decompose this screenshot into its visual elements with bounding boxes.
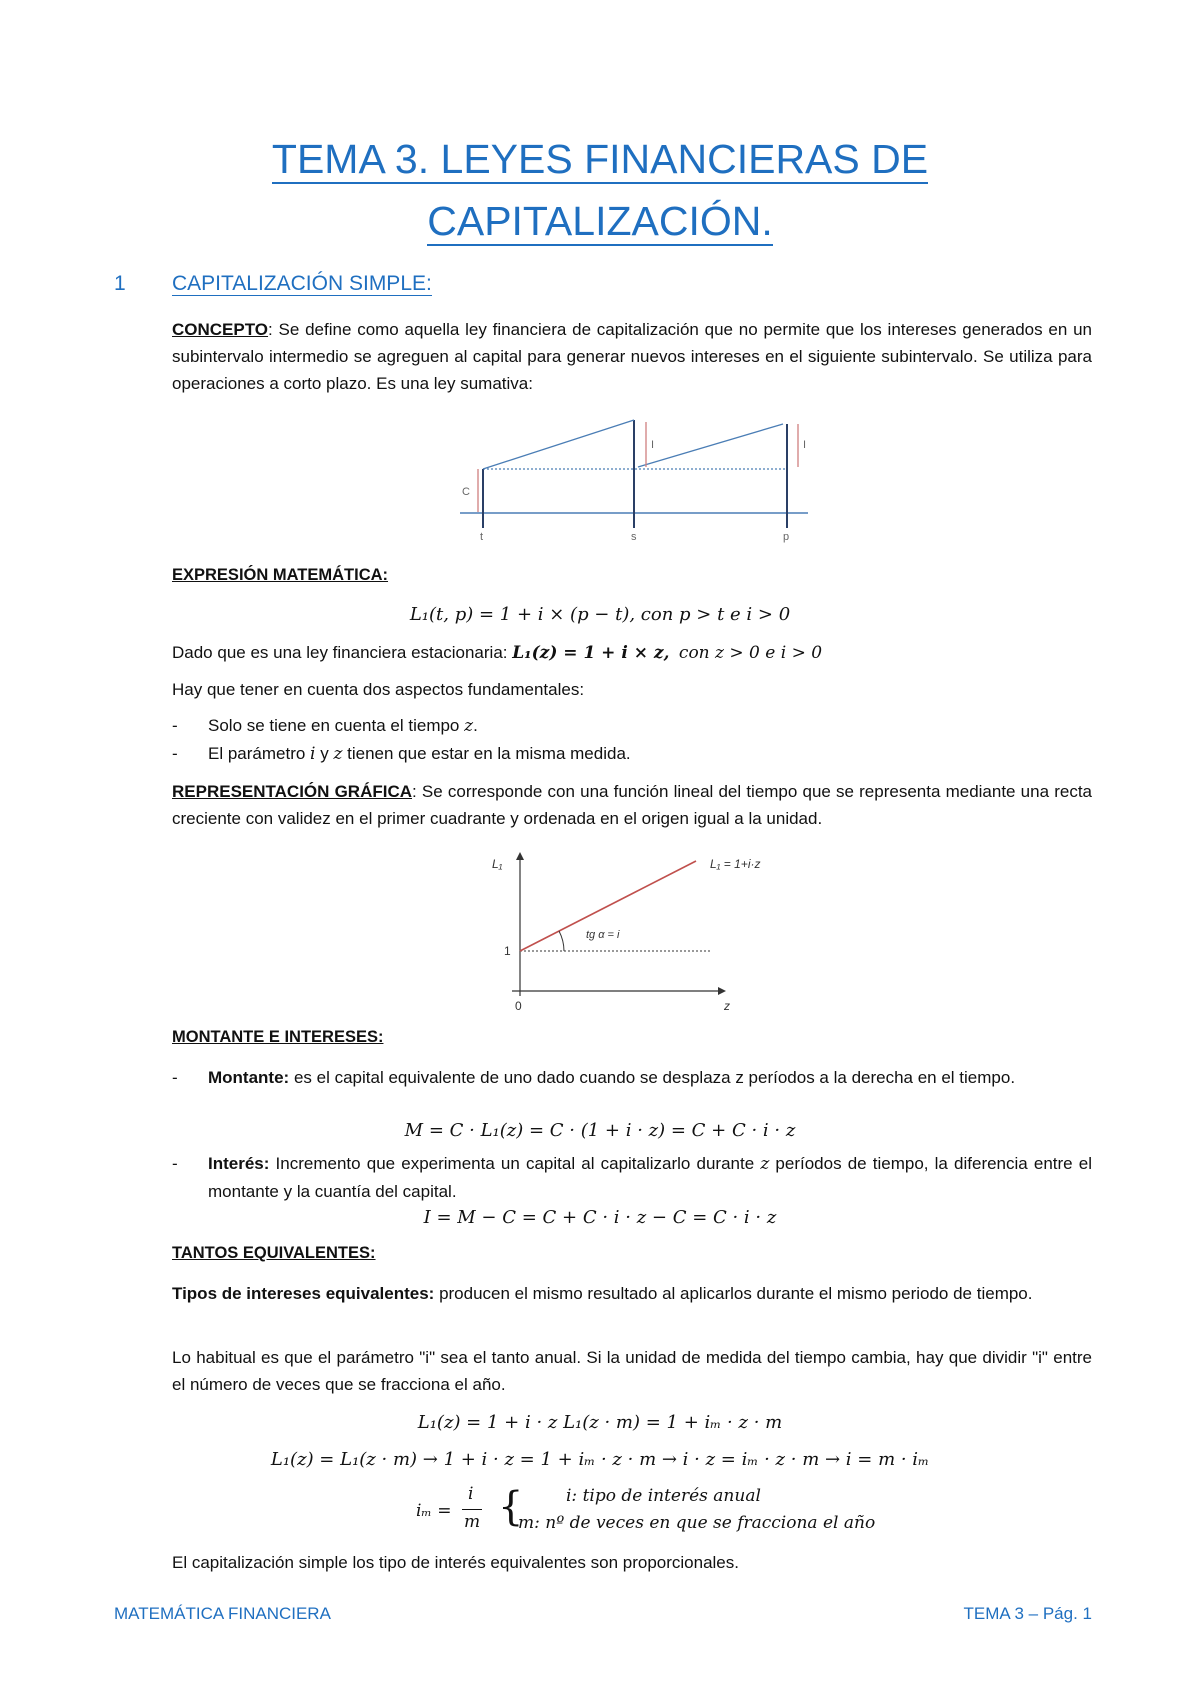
aspectos-intro: Hay que tener en cuenta dos aspectos fundamentales: xyxy=(172,680,585,699)
proporcional-lhs: iₘ = xyxy=(416,1501,452,1521)
interes-label: Interés: xyxy=(208,1154,270,1173)
interes-text-a: Incremento que experimenta un capital al capitalizarlo durante xyxy=(269,1154,761,1173)
tipos-paragraph xyxy=(172,1280,1092,1307)
fraction-denominator: m xyxy=(464,1512,481,1532)
line-label: L₁ = 1+i·z xyxy=(710,857,761,871)
title-line-2: CAPITALIZACIÓN. xyxy=(427,199,773,246)
aspecto2-text-a: El parámetro xyxy=(208,744,311,763)
concepto-label: CONCEPTO xyxy=(172,320,269,339)
tipos-label: Tipos de intereses equivalentes: xyxy=(172,1284,435,1303)
z-label: z xyxy=(724,999,730,1013)
representacion-label: REPRESENTACIÓN GRÁFICA xyxy=(172,782,413,801)
habitual-paragraph: Lo habitual es que el parámetro "i" sea el tanto anual. Si la unidad de medida del tiempo cambia, hay que dividir "i" entre el número de veces que se fracciona el año. xyxy=(172,1348,1092,1394)
footer-left: MATEMÁTICA FINANCIERA xyxy=(114,1604,331,1623)
x-axis-arrow xyxy=(718,987,726,995)
case-1: i: tipo de interés anual xyxy=(566,1486,761,1506)
capitalization-diagram xyxy=(450,412,820,547)
aspecto1-text: Solo se tiene en cuenta el tiempo xyxy=(208,716,465,735)
interes-item: - Interés: Incremento que experimenta un capital al capitalizarlo durante z períodos de tiempo, la diferencia entre el montante y la cuantía del capital. xyxy=(172,1154,1092,1201)
expresion-heading: EXPRESIÓN MATEMÁTICA: xyxy=(172,566,389,584)
interest-ramp-1 xyxy=(483,420,634,469)
capital-label: C xyxy=(462,486,470,498)
formula-equivalencia-2: L₁(z) = L₁(z · m) → 1 + i · z = 1 + iₘ · z · m → i · z = iₘ · z · m → i = m · iₘ xyxy=(270,1449,930,1470)
interest-ramp-2 xyxy=(638,424,783,467)
section-heading xyxy=(114,272,432,296)
fraction-numerator: i xyxy=(468,1484,474,1504)
interes-text-b: períodos de tiempo, la diferencia entre el montante y la cuantía del capital. xyxy=(208,1154,1092,1201)
document-title xyxy=(0,128,1200,252)
linear-function-graph xyxy=(480,848,800,1016)
t-label: t xyxy=(480,531,484,543)
tantos-heading: TANTOS EQUIVALENTES: xyxy=(172,1244,376,1262)
montante-item: - Montante: es el capital equivalente de uno dado cuando se desplaza z períodos a la derecha en el tiempo. xyxy=(172,1068,1016,1087)
estacionaria-line xyxy=(172,639,1092,667)
tipos-text: producen el mismo resultado al aplicarlos durante el mismo periodo de tiempo. xyxy=(434,1284,1033,1303)
concepto-text: : Se define como aquella ley financiera de capitalización que no permite que los intereses generados en un subintervalo intermedio se agreguen al capital para generar nuevos intereses en el siguiente subintervalo. Se utiliza para operaciones a corto plazo. Es una ley sumativa: xyxy=(172,320,1092,393)
representacion-paragraph xyxy=(172,778,1092,832)
angle-label: tg α = i xyxy=(586,929,620,941)
fraction-bar xyxy=(462,1509,482,1510)
estacionaria-suffix: con z > 0 e i > 0 xyxy=(678,643,823,663)
estacionaria-formula: L₁(z) = 1 + i × z, xyxy=(512,643,670,663)
aspecto1-end: . xyxy=(473,716,478,735)
title-line-1: TEMA 3. LEYES FINANCIERAS DE xyxy=(272,137,928,184)
aspecto2-var-i: i xyxy=(310,744,316,764)
aspecto2-text-b: tienen que estar en la misma medida. xyxy=(342,744,631,763)
aspecto2-var-z: z xyxy=(333,744,343,764)
angle-arc xyxy=(559,931,564,951)
s-label: s xyxy=(631,531,637,543)
interes-var: z xyxy=(760,1154,770,1174)
zero-label: 0 xyxy=(515,999,522,1013)
interest-label-2: I xyxy=(803,439,807,451)
case-2: m: nº de veces en que se fracciona el año xyxy=(518,1513,876,1533)
montante-label: Montante: xyxy=(208,1068,290,1087)
section-label: CAPITALIZACIÓN SIMPLE: xyxy=(172,272,432,295)
estacionaria-prefix: Dado que es una ley financiera estacionaria: xyxy=(172,643,513,662)
case-brace: { xyxy=(498,1484,524,1530)
formula-proporcional xyxy=(416,1484,896,1540)
one-label: 1 xyxy=(504,944,511,958)
footer-right: TEMA 3 – Pág. 1 xyxy=(963,1604,1092,1623)
concepto-paragraph xyxy=(172,316,1092,397)
montante-heading: MONTANTE E INTERESES: xyxy=(172,1028,384,1046)
y-axis-arrow xyxy=(516,852,524,860)
aspecto1-var: z xyxy=(464,716,474,736)
montante-formula: M = C · L₁(z) = C · (1 + i · z) = C + C · i · z xyxy=(404,1120,796,1141)
interest-label-1: I xyxy=(651,439,655,451)
formula-equivalencia-1: L₁(z) = 1 + i · z L₁(z · m) = 1 + iₘ · z · m xyxy=(417,1412,783,1433)
conclusion-paragraph: El capitalización simple los tipo de interés equivalentes son proporcionales. xyxy=(172,1553,739,1572)
aspecto2-mid: y xyxy=(315,744,334,763)
section-number: 1 xyxy=(114,272,126,295)
montante-text: es el capital equivalente de uno dado cuando se desplaza z períodos a la derecha en el tiempo. xyxy=(289,1068,1016,1087)
p-label: p xyxy=(783,531,790,543)
interes-formula: I = M − C = C + C · i · z − C = C · i · z xyxy=(423,1207,777,1228)
formula-l1-tp: L₁(t, p) = 1 + i × (p − t), con p > t e i > 0 xyxy=(409,604,791,625)
y-axis-label: L₁ xyxy=(492,857,503,871)
representacion-text: : Se corresponde con una función lineal del tiempo que se representa mediante una recta creciente con validez en el primer cuadrante y ordenada en el origen igual a la unidad. xyxy=(172,782,1092,828)
